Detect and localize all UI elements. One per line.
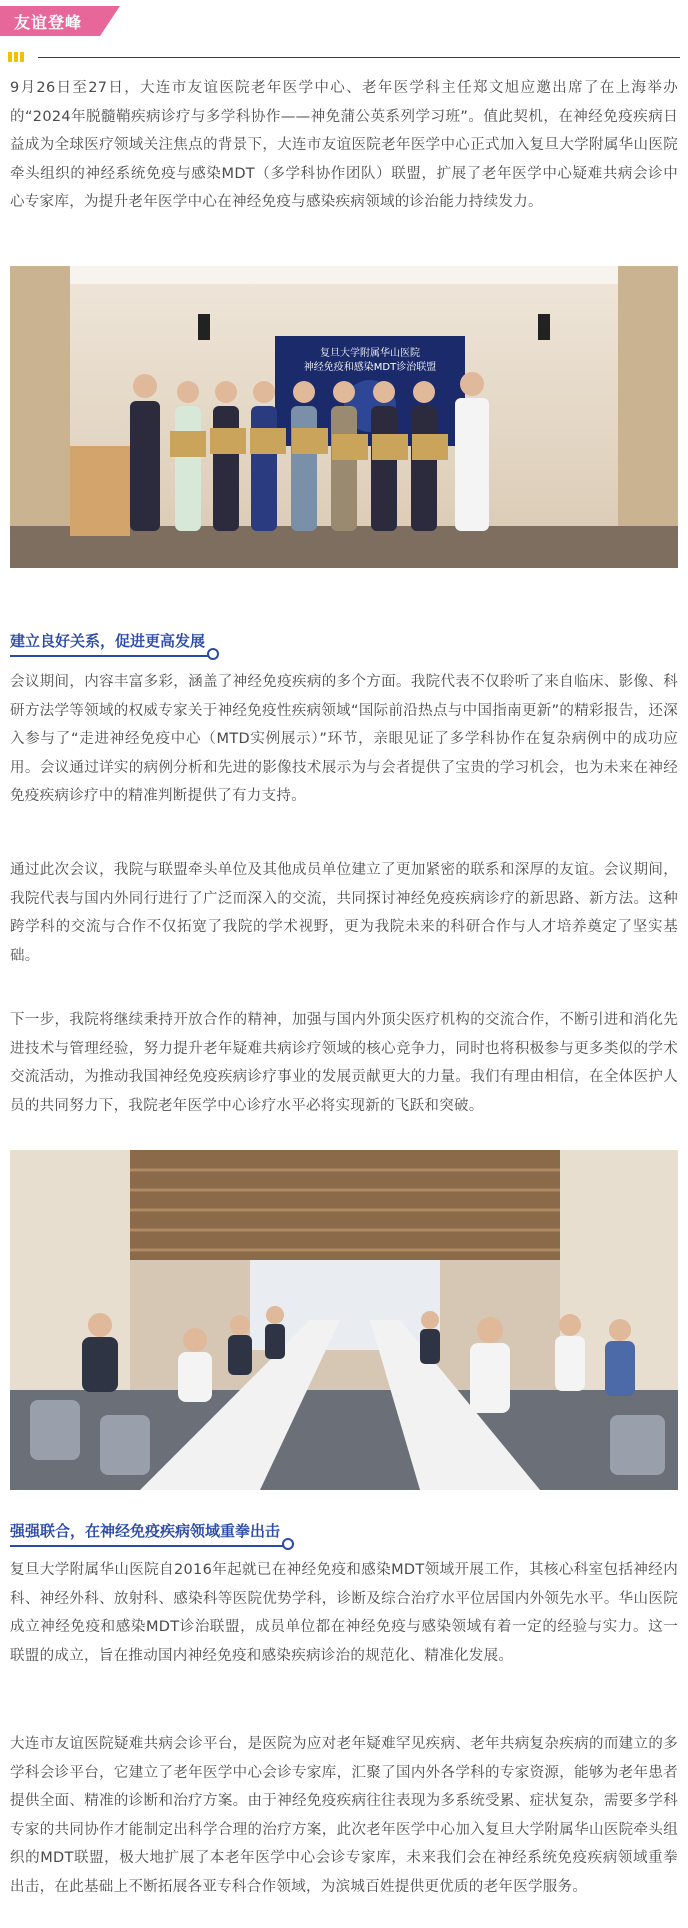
- section2-paragraph-2: 大连市友谊医院疑难共病会诊平台，是医院为应对老年疑难罕见疾病、老年共病复杂疾病的而建立的多学科会诊平台，它建立了老年医学中心会诊专家库，汇聚了国内外各学科的专家资源，能够为老年患者提供全面、精准的诊断和治疗方案。由于神经免疫疾病往往表现为多系统受累、症状复杂，需要多学科专家的共同协作才能制定出科学合理的治疗方案，此次老年医学中心加入复旦大学附属华山医院牵头组织的MDT联盟，极大地扩展了本老年医学中心会诊专家库，未来我们会在神经系统免疫疾病领域重拳出击，在此基础上不断拓展各亚专科合作领域，为滨城百姓提供更优质的老年医学服务。: [10, 1736, 678, 1895]
- section-heading-1-dot: [207, 648, 219, 660]
- section-heading-2-dot: [282, 1538, 294, 1550]
- section1-paragraph-2: 通过此次会议，我院与联盟牵头单位及其他成员单位建立了更加紧密的联系和深厚的友谊。会议期间，我院代表与国内外同行进行了广泛而深入的交流，共同探讨神经免疫疾病诊疗的新思路、新方法。这种跨学科的交流与合作不仅拓宽了我院的学术视野，更为我院未来的科研合作与人才培养奠定了坚实基础。: [10, 862, 678, 964]
- screen-title: 复旦大学附属华山医院: [320, 348, 420, 359]
- header-tag: 友谊登峰: [14, 13, 83, 32]
- section-heading-2-underline: [10, 1545, 286, 1547]
- group-photo: [10, 266, 678, 568]
- conference-photo: [10, 1150, 678, 1490]
- section2-paragraph-1: 复旦大学附属华山医院自2016年起就已在神经免疫和感染MDT领域开展工作，其核心科室包括神经内科、神经外科、放射科、感染科等医院优势学科，诊断及综合治疗水平位居国内外领先水平。华山医院成立神经免疫和感染MDT诊治联盟，成员单位都在神经免疫与感染领域有着一定的经验与实力。这一联盟的成立，旨在推动国内神经免疫和感染疾病诊治的规范化、精准化发展。: [10, 1562, 678, 1664]
- screen-subtitle: 神经免疫和感染MDT诊治联盟: [303, 362, 437, 373]
- header-decoration: [8, 50, 38, 64]
- section-heading-2-text: 强强联合，在神经免疫疾病领域重拳出击: [10, 1522, 281, 1540]
- section-heading-1-text: 建立良好关系，促进更高发展: [10, 632, 206, 650]
- intro-paragraph: 9月26日至27日，大连市友谊医院老年医学中心、老年医学科主任郑文旭应邀出席了在上海举办的“2024年脱髓鞘疾病诊疗与多学科协作——神免蒲公英系列学习班”。值此契机，在神经免疫疾病日益成为全球医疗领域关注焦点的背景下，大连市友谊医院老年医学中心正式加入复旦大学附属华山医院牵头组织的神经系统免疫与感染MDT（多学科协作团队）联盟，扩展了老年医学中心疑难共病会诊中心专家库，为提升老年医学中心在神经免疫与感染疾病领域的诊治能力持续发力。: [10, 80, 678, 210]
- header-divider: [38, 57, 680, 58]
- section-heading-2: [10, 1520, 280, 1541]
- section-heading-1: [10, 630, 205, 651]
- section1-paragraph-1: 会议期间，内容丰富多彩，涵盖了神经免疫疾病的多个方面。我院代表不仅聆听了来自临床、影像、科研方法学等领域的权威专家关于神经免疫性疾病领域“国际前沿热点与中国指南更新”的精彩报告，还深入参与了“走进神经免疫中心（MTD实例展示）”环节，亲眼见证了多学科协作在复杂病例中的成功应用。会议通过详实的病例分析和先进的影像技术展示为与会者提供了宝贵的学习机会，也为未来在神经免疫疾病诊疗中的精准判断提供了有力支持。: [10, 674, 678, 804]
- section1-paragraph-3: 下一步，我院将继续秉持开放合作的精神，加强与国内外顶尖医疗机构的交流合作，不断引进和消化先进技术与管理经验，努力提升老年疑难共病诊疗领域的核心竞争力，同时也将积极参与更多类似的学术交流活动，为推动我国神经免疫疾病诊疗事业的发展贡献更大的力量。我们有理由相信，在全体医护人员的共同努力下，我院老年医学中心诊疗水平必将实现新的飞跃和突破。: [10, 1012, 678, 1114]
- section-heading-1-underline: [10, 655, 211, 657]
